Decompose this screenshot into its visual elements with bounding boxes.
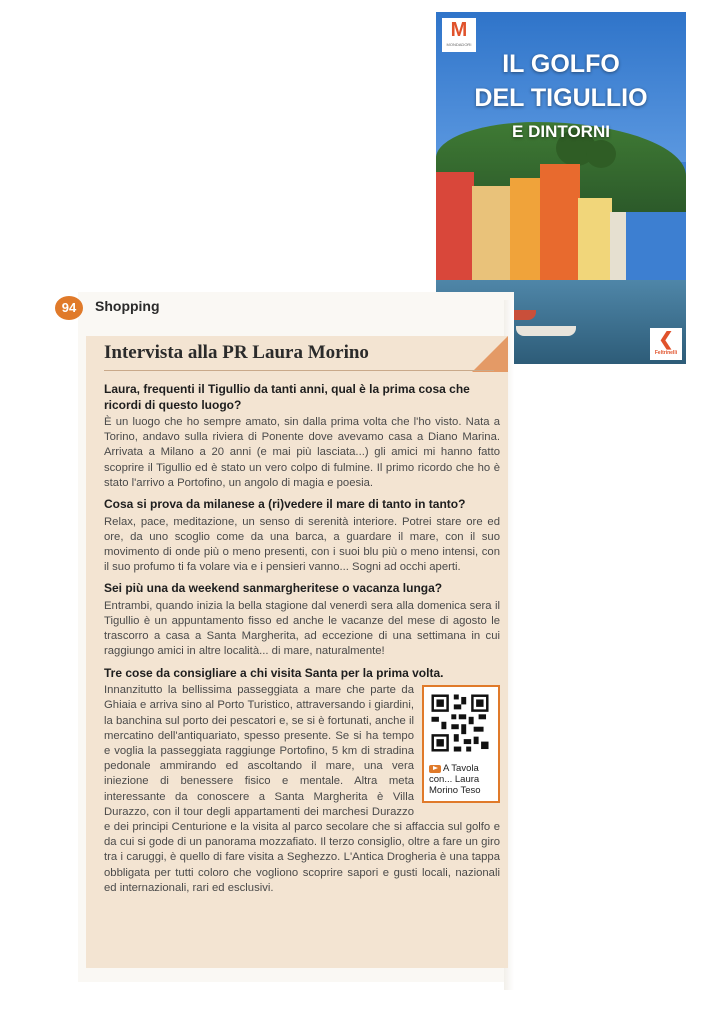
question-2: Cosa si prova da milanese a (ri)vedere il mare di tanto in tanto? [104,497,466,512]
section-label: Shopping [95,298,160,314]
article-body [104,382,500,902]
chevron-left-icon: ❮ [658,329,674,349]
question-4: Tre cose da consigliare a chi visita Santa per la prima volta. [104,665,444,680]
answer-3: Entrambi, quando inizia la bella stagione dal venerdì sera alla domenica sera il Tigullio è un appuntamento fisso ed anche le vacanze del mese di agosto le trascorro a casa a Santa Margherita, ad eccezione di una settimana in cui raggiungo amici in altre località... di mare, naturalmente! [104,599,500,658]
brand-logo: ❮ Feltrinelli [650,328,682,360]
article-title: Intervista alla PR Laura Morino [104,342,369,363]
qr-card[interactable] [422,685,500,803]
cover-title-line1: IL GOLFO [502,50,620,78]
video-play-icon [429,765,441,773]
page-number: 94 [55,296,83,320]
question-3: Sei più una da weekend sanmargheritese o vacanza lunga? [104,581,443,596]
answer-2: Relax, pace, meditazione, un senso di serenità interiore. Potrei stare ore ed ore, da uno scoglio come da una barca, a guardare il mare, con il suo movimento di onde più o meno presenti, con i suoi blu più o meno intensi, con il suo profumo ti fa volare via e i pensieri vanno... Sogni ad occhi aperti. [104,515,500,574]
publisher-logo: M MONDADORI [442,18,476,52]
cover-title-line3: E DINTORNI [512,122,610,141]
cover-title-line2: DEL TIGULLIO [474,84,648,112]
cover-houses [436,162,626,282]
question-1: Laura, frequenti il Tigullio da tanti anni, qual è la prima cosa che ricordi di questo luogo? [104,382,470,412]
box-corner-fold [472,336,508,372]
qr-caption[interactable]: A Tavola con... Laura Morino Teso [429,763,481,797]
answer-4: Innanzitutto la bellissima passeggiata a mare che parte da Ghiaia e arriva sino al Porto Turistico, attraversando i giardini, la banchina sul porto dei pescatori e, se si è fortunati, anche il mercatino dell'antiquariato, spesso presente. Se si ha tempo e voglia la passeggiata raggiunge Portofino, 5 km di stradina pedonale ammirando ed ascoltando il mare, una vera iniezione di benessere fisico e mentale. Altra meta interessante da conoscere a Santa Margherita è Villa Durazzo, con il tour degli appartamenti dei marchesi Durazzo e dei principi Centurione e la visita al parco secolare che si affaccia sul golfo e da cui si gode di un panorama mozzafiato. Il terzo consiglio, oltre a fare un giro tra i caruggi, è quello di fare visita a Seghezzo. L'Antica Drogheria è una tappa obbligata per tutti coloro che vogliono scoprire sapori e gusti locali, nazionali ed internazionali, rari ed esclusivi. [104,684,500,894]
answer-1: È un luogo che ho sempre amato, sin dalla prima volta che l'ho visto. Nata a Torino, andavo sulla riviera di Ponente dove avevamo casa a Diano Marina. Arrivata a Milano a 20 anni (e mai più lasciata...) gli amici mi hanno fatto scoprire il Tigullio ed è stato un vero colpo di fulmine. Il primo ricordo che ho è stato l'arrivo a Portofino, un angolo di magia e poesia. [104,416,500,489]
title-divider [104,370,494,371]
cover-boat [516,326,576,336]
qr-code[interactable] [429,692,491,754]
